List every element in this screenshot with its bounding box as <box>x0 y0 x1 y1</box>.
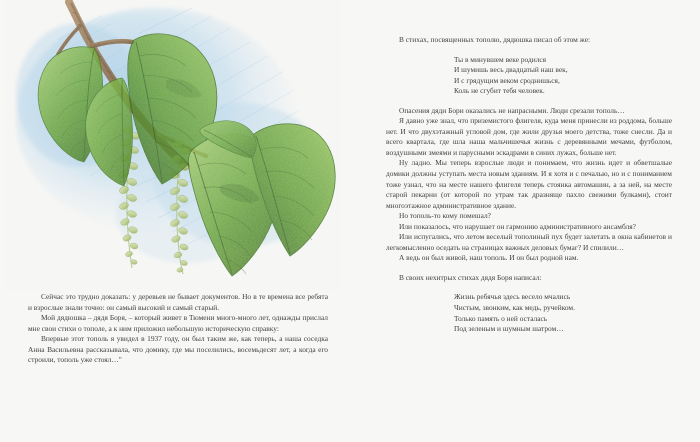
paragraph: Впервые этот тополь я увидел в 1937 году, он был таким же, как теперь, а наша соседка Анна Васильевна рассказывала, что домику, где мы поселились, восемьдесят лет, а когда его строили, тополь уже стоял…" <box>28 334 328 365</box>
paragraph: Или показалось, что нарушает он гармонию административного ансамбля? <box>399 221 636 231</box>
paragraph: А ведь он был живой, наш тополь. И он был родной нам. <box>399 253 579 263</box>
poem-line: Под зеленым и шумным шатром… <box>454 324 564 334</box>
paragraph: Мой дядюшка – дядя Боря, – который живет в Тюмени много-много лет, однажды прислал мне свои стихи о тополе, а к ним приложил небольшую историческую справку: <box>28 313 328 333</box>
paragraph: Опасения дяди Бори оказались не напрасными. Люди срезали тополь… <box>399 105 625 115</box>
right-text-column <box>386 35 672 344</box>
left-text-column <box>28 292 328 366</box>
poem-line: Чистым, звонким, как медь, ручейком. <box>454 303 575 313</box>
poplar-branch-illustration <box>6 0 342 290</box>
paragraph: Сейчас это трудно доказать: у деревьев не бывает документов. Но в те времена все ребята и взрослые знали точно: он самый высокий и самый старый. <box>28 292 328 312</box>
paragraph: Я давно уже знал, что приземистого флигеля, куда меня принесли из роддома, больше нет. И что двухэтажный угловой дом, где жили друзья моего детства, тоже снесли. Да и всего квартала, где шла наша мальчишечья жизнь с деревянными мечами, футболом, воздушными змеями и парусными эскадрами в синих лужах, больше нет. <box>386 116 672 157</box>
poem-line: Ты в минувшем веке родился <box>454 54 547 64</box>
poem-one <box>386 55 672 97</box>
poem-two <box>386 292 672 334</box>
poem-line: Жизнь ребячья здесь весело мчались <box>454 292 571 302</box>
poem-line: И с грядущим веком сроднишься, <box>454 75 560 85</box>
paragraph: Или испугались, что летом веселый тополиный пух будет залетать в окна кабинетов и легкомысленно оседать на страницах важных деловых бумаг? И спилили… <box>386 232 672 252</box>
poem-one-intro: В стихах, посвященных тополю, дядюшка писал об этом же: <box>399 35 591 44</box>
poem-line: Коль не сгубит тебя человек. <box>454 86 545 96</box>
paragraph: Ну ладно. Мы теперь взрослые люди и понимаем, что жизнь идет и обветшалые домики должны уступать места новым зданиям. И я хотя и с печалью, но и с пониманием тоже узнал, что на месте нашего флигеля теперь стоянка автомашин, а за ней, на месте старой пекарни (от которой по утрам так дразняще пахло свежими булками), стоит многоэтажное административное здание. <box>386 158 672 210</box>
poem-line: Только память о ней осталась <box>454 313 548 323</box>
spacer <box>386 264 672 273</box>
poem-line: И шумишь весь двадцатый наш век, <box>454 65 568 75</box>
paragraph: Но тополь-то кому помешал? <box>399 211 491 221</box>
poem-two-intro: В своих нехитрых стихах дядя Боря написал: <box>399 272 542 282</box>
